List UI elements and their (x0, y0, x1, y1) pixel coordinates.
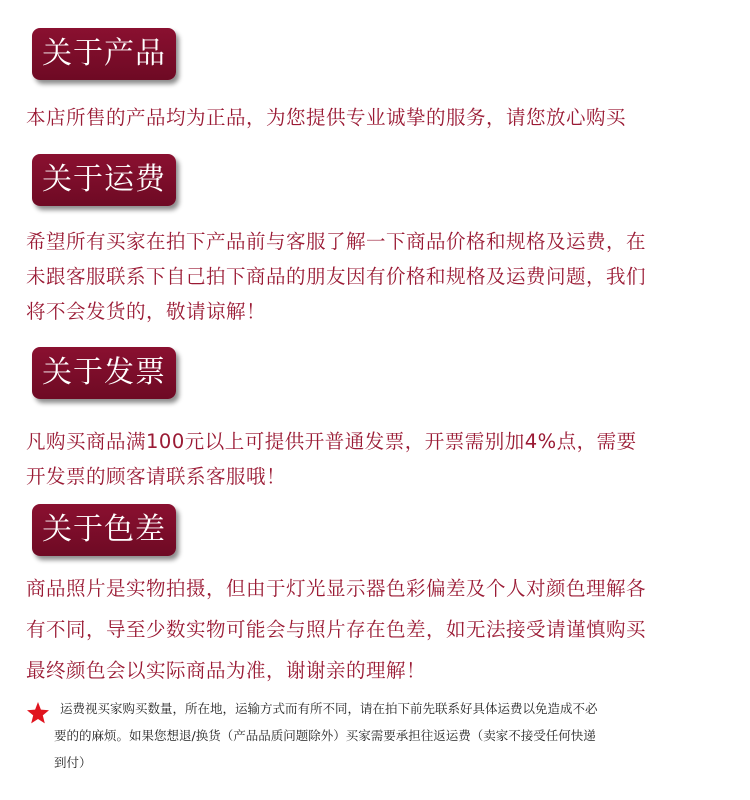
text-line: 本店所售的产品均为正品，为您提供专业诚挚的服务，请您放心购买 (26, 106, 627, 129)
star-icon (26, 701, 50, 725)
text-line: 开发票的顾客请联系客服哦！ (26, 465, 287, 488)
text-line: 将不会发货的，敬请谅解！ (26, 300, 267, 323)
text-line: 最终颜色会以实际商品为准，谢谢亲的理解！ (26, 659, 427, 682)
section-text-color-difference (26, 568, 738, 691)
section-text-product (26, 103, 738, 133)
text-line: 凡购买商品满100元以上可提供开普通发票，开票需别加4%点，需要 (26, 430, 637, 453)
section-header-product: 关于产品 (32, 28, 176, 80)
footnote-text (54, 695, 740, 776)
section-header-shipping: 关于运费 (32, 154, 176, 206)
footnote-line: 要的的麻烦。如果您想退/换货（产品品质问题除外）买家需要承担往返运费（卖家不接受任何快递 (54, 728, 596, 743)
text-line: 未跟客服联系下自己拍下商品的朋友因有价格和规格及运费问题，我们 (26, 265, 647, 288)
section-text-invoice (26, 424, 738, 494)
section-header-color-difference: 关于色差 (32, 504, 176, 556)
text-line: 希望所有买家在拍下产品前与客服了解一下商品价格和规格及运费，在 (26, 230, 647, 253)
footnote-line: 到付） (54, 755, 92, 770)
text-line: 商品照片是实物拍摄，但由于灯光显示器色彩偏差及个人对颜色理解各 (26, 577, 647, 600)
section-header-invoice: 关于发票 (32, 347, 176, 399)
footnote-line: 运费视买家购买数量，所在地，运输方式而有所不同，请在拍下前先联系好具体运费以免造成不必 (60, 701, 598, 716)
text-line: 有不同，导至少数实物可能会与照片存在色差，如无法接受请谨慎购买 (26, 618, 647, 641)
section-text-shipping (26, 224, 738, 329)
